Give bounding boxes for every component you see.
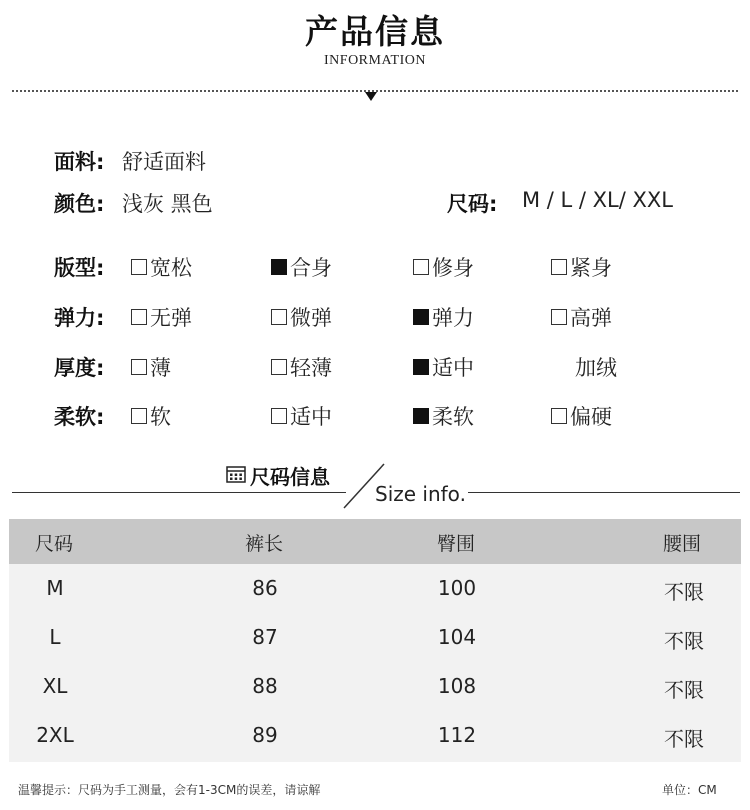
attribute-option <box>551 401 612 431</box>
checked-box-icon <box>413 359 429 375</box>
checked-box-icon <box>413 309 429 325</box>
attribute-option-label: 偏硬 <box>570 405 612 429</box>
unchecked-box-icon <box>551 408 567 424</box>
unchecked-box-icon <box>131 408 147 424</box>
size-table-body <box>9 564 741 762</box>
attribute-option-label: 无弹 <box>150 306 192 330</box>
checked-box-icon <box>271 259 287 275</box>
unchecked-box-icon <box>551 259 567 275</box>
attribute-option <box>551 302 612 332</box>
table-cell: 不限 <box>664 629 704 653</box>
attribute-option-label: 轻薄 <box>290 356 332 380</box>
attribute-option-label: 修身 <box>432 256 474 280</box>
table-row <box>9 564 741 613</box>
triangle-down-icon <box>365 92 377 101</box>
unchecked-box-icon <box>131 359 147 375</box>
attribute-label: 版型: <box>54 256 105 280</box>
checked-box-icon <box>413 408 429 424</box>
size-section-title <box>226 461 330 490</box>
attribute-option <box>271 352 332 382</box>
header-length: 裤长 <box>245 533 284 555</box>
table-cell: XL <box>42 674 68 698</box>
table-cell: 100 <box>437 576 477 600</box>
table-cell: 112 <box>437 723 477 747</box>
attribute-option-label: 薄 <box>150 356 171 380</box>
header-hip: 臀围 <box>437 533 476 555</box>
attribute-label: 弹力: <box>54 306 105 330</box>
attribute-option-label: 紧身 <box>570 256 612 280</box>
table-cell: 108 <box>437 674 477 698</box>
unchecked-box-icon <box>551 309 567 325</box>
attribute-option-label: 合身 <box>290 256 332 280</box>
attribute-option-label: 柔软 <box>432 405 474 429</box>
table-cell: 86 <box>252 576 278 600</box>
unchecked-box-icon <box>131 259 147 275</box>
table-cell: 2XL <box>36 723 74 747</box>
attribute-option <box>271 252 332 282</box>
attribute-option <box>271 302 332 332</box>
size-table-header <box>9 519 741 564</box>
size-value: M / L / XL/ XXL <box>522 188 673 212</box>
page-subtitle: INFORMATION <box>324 53 426 68</box>
size-label: 尺码: <box>447 192 498 216</box>
table-cell: 不限 <box>664 580 704 604</box>
table-cell: 104 <box>437 625 477 649</box>
header-waist: 腰围 <box>663 533 702 555</box>
table-cell: 不限 <box>664 727 704 751</box>
attribute-option <box>271 401 332 431</box>
attribute-option-label: 微弹 <box>290 306 332 330</box>
table-row <box>9 711 741 760</box>
unchecked-box-icon <box>271 359 287 375</box>
table-cell: M <box>46 576 64 600</box>
attribute-option <box>413 401 474 431</box>
unchecked-box-icon <box>413 259 429 275</box>
attribute-option-label: 弹力 <box>432 306 474 330</box>
footer-note: 温馨提示：尺码为手工测量，会有1-3CM的误差，请谅解 <box>18 783 321 797</box>
page-title: 产品信息 <box>305 12 445 51</box>
attribute-option-label: 软 <box>150 405 171 429</box>
table-cell: 88 <box>252 674 278 698</box>
size-table <box>9 519 741 762</box>
header-size: 尺码 <box>35 533 74 555</box>
attribute-option-label: 适中 <box>432 356 474 380</box>
attribute-option <box>131 352 171 382</box>
size-section-title-en: Size info. <box>375 482 466 506</box>
table-row <box>9 662 741 711</box>
fabric-value: 舒适面料 <box>122 150 206 174</box>
footer-unit: 单位：CM <box>662 783 717 797</box>
fabric-label: 面料: <box>54 150 105 174</box>
attribute-option <box>131 401 171 431</box>
attribute-option-label: 适中 <box>290 405 332 429</box>
attribute-option <box>413 302 474 332</box>
attribute-label: 柔软: <box>54 405 105 429</box>
attribute-option <box>131 252 192 282</box>
section-rule-right <box>468 492 740 493</box>
table-cell: 87 <box>252 625 278 649</box>
calendar-icon <box>226 464 246 488</box>
table-row <box>9 613 741 662</box>
attribute-option-label: 加绒 <box>575 356 617 380</box>
color-label: 颜色: <box>54 192 105 216</box>
attribute-option-label: 宽松 <box>150 256 192 280</box>
size-section-title-text: 尺码信息 <box>250 465 330 489</box>
unchecked-box-icon <box>271 309 287 325</box>
unchecked-box-icon <box>271 408 287 424</box>
attribute-option <box>413 352 474 382</box>
attribute-option <box>413 252 474 282</box>
section-rule-left <box>12 492 346 493</box>
attribute-option <box>551 252 612 282</box>
table-cell: 不限 <box>664 678 704 702</box>
color-value: 浅灰 黑色 <box>122 192 213 216</box>
table-cell: L <box>49 625 61 649</box>
table-cell: 89 <box>252 723 278 747</box>
attribute-option-label: 高弹 <box>570 306 612 330</box>
unchecked-box-icon <box>131 309 147 325</box>
attribute-label: 厚度: <box>54 356 105 380</box>
attribute-option <box>131 302 192 332</box>
attribute-option <box>575 352 617 382</box>
